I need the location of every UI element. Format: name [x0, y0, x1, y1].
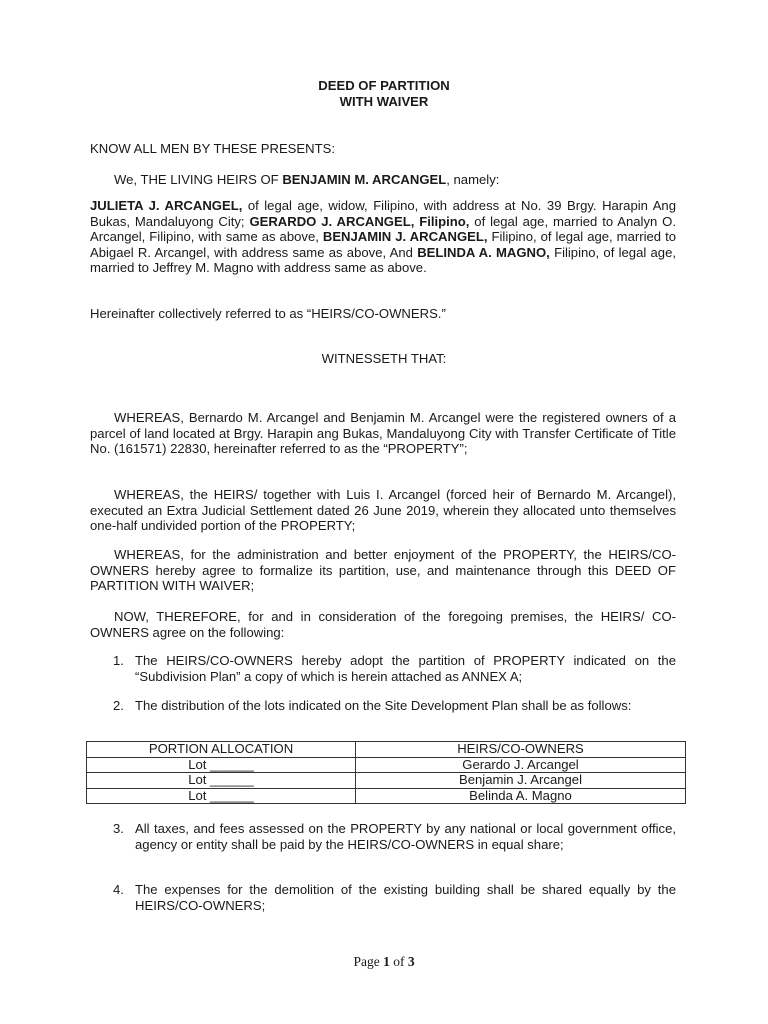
we-post: , namely:	[446, 172, 500, 187]
list-item-number: 2.	[113, 698, 124, 713]
doc-title-line2: WITH WAIVER	[339, 94, 429, 109]
column-header-heirs: HEIRS/CO-OWNERS	[356, 742, 686, 758]
heir-desc-2: of legal age, married to Analyn O. Arcangel, Filipino, with same as above,	[90, 213, 676, 245]
table-row	[87, 773, 686, 789]
heir-desc-4: Filipino, of legal age, married to Jeffrey M. Magno with address same as above.	[90, 244, 676, 276]
whereas-paragraph-2: WHEREAS, the HEIRS/ together with Luis I. Arcangel (forced heir of Bernardo M. Arcangel), executed an Extra Judicial Settlement dated 26 June 2019, wherein they allocated unto themselves one-half undivided portion of the PROPERTY;	[90, 487, 676, 534]
lot-cell: Lot ______	[87, 788, 356, 804]
heir-name-1: JULIETA J. ARCANGEL,	[90, 198, 243, 213]
heir-cell: Belinda A. Magno	[356, 788, 686, 804]
know-all-men: KNOW ALL MEN BY THESE PRESENTS:	[90, 141, 335, 156]
list-item-number: 3.	[113, 821, 124, 836]
heir-desc-3: Filipino, of legal age, married to Abigael R. Arcangel, with address same as above, And	[90, 229, 676, 260]
list-item-text: The distribution of the lots indicated on the Site Development Plan shall be as follows:	[135, 698, 632, 713]
list-item-text: All taxes, and fees assessed on the PROPERTY by any national or local government office, agency or entity shall be paid by the HEIRS/CO-OWNERS in equal share;	[135, 821, 676, 852]
table-row	[87, 757, 686, 773]
heir-cell: Benjamin J. Arcangel	[356, 773, 686, 789]
allocation-table	[86, 741, 686, 804]
page-word: Page	[353, 954, 384, 969]
heir-name-4: BELINDA A. MAGNO,	[417, 244, 550, 260]
decedent-name: BENJAMIN M. ARCANGEL	[282, 172, 447, 187]
heirs-paragraph	[90, 198, 676, 276]
list-item-number: 4.	[113, 882, 124, 897]
whereas-paragraph-3: WHEREAS, for the administration and better enjoyment of the PROPERTY, the HEIRS/CO-OWNERS hereby agree to formalize its partition, use, and maintenance through this DEED OF PARTITION WITH WAIVER;	[90, 547, 676, 594]
heir-name-2: GERARDO J. ARCANGEL, Filipino,	[249, 213, 470, 229]
lot-cell: Lot ______	[87, 773, 356, 789]
hereinafter-paragraph: Hereinafter collectively referred to as “HEIRS/CO-OWNERS.”	[90, 306, 446, 321]
we-paragraph	[90, 172, 676, 188]
whereas-paragraph-1: WHEREAS, Bernardo M. Arcangel and Benjamin M. Arcangel were the registered owners of a parcel of land located at Brgy. Harapin ang Bukas, Mandaluyong City with Transfer Certificate of Title No. (161571) 22830, hereinafter referred to as the “PROPERTY”;	[90, 410, 676, 457]
table-header-row	[87, 742, 686, 758]
doc-title-line1: DEED OF PARTITION	[318, 78, 450, 93]
heir-cell: Gerardo J. Arcangel	[356, 757, 686, 773]
we-pre: We, THE LIVING HEIRS OF	[114, 172, 283, 187]
list-item-text: The expenses for the demolition of the existing building shall be shared equally by the HEIRS/CO-OWNERS;	[135, 882, 676, 913]
column-header-portion: PORTION ALLOCATION	[87, 742, 356, 758]
list-item-text: The HEIRS/CO-OWNERS hereby adopt the partition of PROPERTY indicated on the “Subdivision Plan” a copy of which is herein attached as ANNEX A;	[135, 653, 676, 684]
list-item-number: 1.	[113, 653, 124, 668]
table-row	[87, 788, 686, 804]
heir-desc-1: of legal age, widow, Filipino, with address at No. 39 Brgy. Harapin Ang Bukas, Mandaluyong City;	[90, 198, 676, 229]
page-footer	[0, 954, 768, 970]
current-page-number: 1	[383, 954, 390, 969]
lot-cell: Lot ______	[87, 757, 356, 773]
heir-name-3: BENJAMIN J. ARCANGEL,	[322, 229, 488, 245]
now-therefore-paragraph: NOW, THEREFORE, for and in consideration of the foregoing premises, the HEIRS/ CO-OWNERS agree on the following:	[90, 609, 676, 640]
total-pages-number: 3	[407, 954, 415, 969]
of-word: of	[389, 954, 408, 969]
witnesseth-heading: WITNESSETH THAT:	[321, 351, 447, 366]
